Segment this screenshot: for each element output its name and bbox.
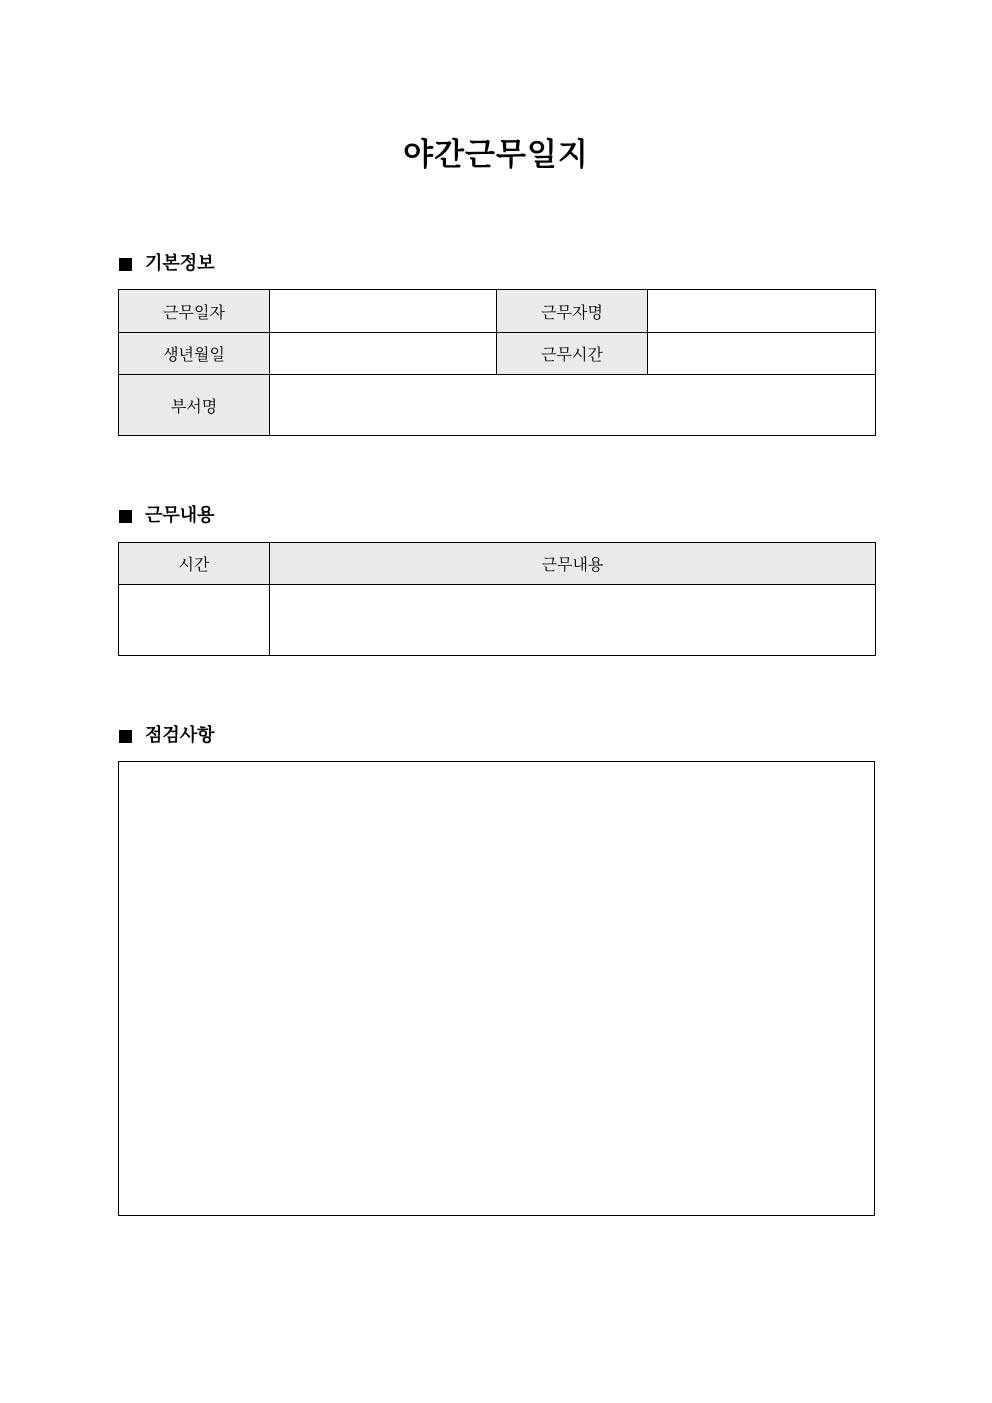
- content-field[interactable]: [270, 585, 876, 656]
- department-label: 부서명: [119, 375, 270, 436]
- square-bullet-icon: [119, 730, 132, 743]
- work-hours-label: 근무시간: [497, 333, 648, 375]
- square-bullet-icon: [119, 510, 132, 523]
- work-content-table: [118, 542, 876, 656]
- table-row: [119, 585, 876, 656]
- work-hours-field[interactable]: [648, 333, 876, 375]
- table-row: [119, 333, 876, 375]
- table-row: [119, 375, 876, 436]
- basic-info-table: [118, 289, 876, 436]
- section-heading-label: 점검사항: [145, 725, 215, 746]
- section-heading-basic-info: [119, 252, 215, 276]
- department-field[interactable]: [270, 375, 876, 436]
- section-heading-label: 기본정보: [145, 253, 215, 274]
- table-header-row: [119, 543, 876, 585]
- time-field[interactable]: [119, 585, 270, 656]
- work-date-label: 근무일자: [119, 290, 270, 333]
- document-title: 야간근무일지: [403, 137, 589, 173]
- square-bullet-icon: [119, 258, 132, 271]
- section-heading-label: 근무내용: [145, 505, 215, 526]
- table-row: [119, 290, 876, 333]
- worker-name-field[interactable]: [648, 290, 876, 333]
- section-heading-checklist: [119, 724, 215, 748]
- content-column-header: 근무내용: [270, 543, 876, 585]
- time-column-header: 시간: [119, 543, 270, 585]
- section-heading-work-content: [119, 504, 215, 528]
- work-date-field[interactable]: [270, 290, 497, 333]
- worker-name-label: 근무자명: [497, 290, 648, 333]
- birth-date-label: 생년월일: [119, 333, 270, 375]
- checklist-field[interactable]: [118, 761, 875, 1216]
- birth-date-field[interactable]: [270, 333, 497, 375]
